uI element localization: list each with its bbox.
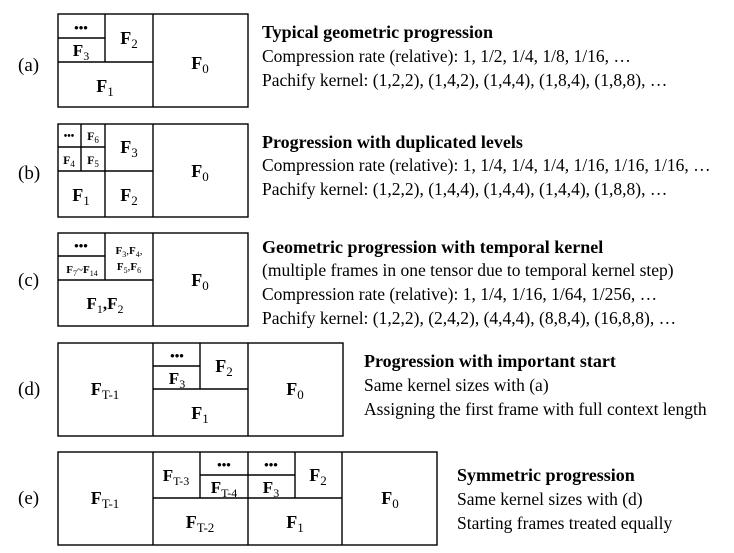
row-c-F3-F4: $F_3,F_4$,: [115, 245, 143, 259]
row-d-tag: (d): [18, 379, 41, 400]
row-d-diagram: [58, 343, 343, 436]
row-e-F1: $F_1$: [286, 512, 304, 535]
row-e-F2: $F_2$: [309, 465, 327, 488]
row-c-line-3: Pachify kernel: (1,2,2), (2,4,2), (4,4,4), (8,8,4), (16,8,8), …: [262, 308, 677, 328]
row-c-title: Geometric progression with temporal kernel: [262, 237, 604, 257]
row-e-FT-2: $F_{T-2}$: [185, 512, 215, 535]
row-c-ellipsis: •••: [74, 238, 88, 253]
row-c-F5-F6: $F_5,F_6$: [116, 261, 142, 275]
row-c-tag: (c): [18, 270, 40, 291]
row-d-ellipsis: •••: [170, 348, 184, 363]
row-e-diagram: [58, 452, 437, 545]
row-e-ellipsis-left: •••: [217, 457, 231, 472]
row-b-line-1: Compression rate (relative): 1, 1/4, 1/4, 1/4, 1/16, 1/16, 1/16, …: [262, 155, 711, 175]
row-e-tag: (e): [18, 488, 40, 509]
row-a: [18, 14, 667, 107]
row-b-ellipsis: •••: [63, 131, 75, 142]
row-c-F0: $F_0$: [191, 270, 209, 293]
row-a-F0: $F_0$: [191, 53, 209, 76]
row-b-line-2: Pachify kernel: (1,2,2), (1,4,4), (1,4,4), (1,4,4), (1,8,8), …: [262, 179, 668, 199]
row-d-F1: $F_1$: [191, 403, 209, 426]
row-b-F3: $F_3$: [120, 137, 138, 160]
row-d-F0: $F_0$: [286, 379, 304, 402]
row-e-FT-3: $F_{T-3}$: [162, 466, 190, 488]
row-c-line-2: Compression rate (relative): 1, 1/4, 1/16, 1/64, 1/256, …: [262, 284, 658, 304]
row-b-diagram: [58, 124, 248, 217]
row-a-F3: $F_3$: [72, 41, 90, 63]
row-d-F2: $F_2$: [215, 356, 233, 379]
row-b-F0: $F_0$: [191, 161, 209, 184]
row-d-line-2: Assigning the first frame with full context length: [364, 399, 707, 419]
row-b-F2: $F_2$: [120, 185, 138, 208]
row-e: [18, 452, 673, 545]
row-d-line-1: Same kernel sizes with (a): [364, 375, 549, 395]
row-a-line-1: Compression rate (relative): 1, 1/2, 1/4, 1/8, 1/16, …: [262, 46, 631, 66]
row-c-diagram: [58, 233, 248, 326]
row-b-title: Progression with duplicated levels: [262, 132, 523, 152]
row-c-F1-F2: $F_1,F_2$: [86, 294, 124, 316]
row-b-F1: $F_1$: [72, 185, 90, 208]
row-e-ellipsis-right: •••: [264, 457, 278, 472]
row-c: [18, 233, 676, 328]
row-c-F7-F14: $F_7\sim F_{14}$: [66, 264, 98, 278]
row-a-diagram: [58, 14, 248, 107]
row-d-F3: $F_3$: [168, 369, 186, 391]
row-b: [18, 124, 711, 217]
row-a-tag: (a): [18, 55, 40, 76]
row-e-FT-4: $F_{T-4}$: [210, 478, 238, 500]
row-d: [18, 343, 707, 436]
row-e-F0: $F_0$: [381, 488, 399, 511]
row-b-F6: $F_6$: [87, 129, 99, 145]
row-c-line-1: (multiple frames in one tensor due to temporal kernel step): [262, 260, 674, 280]
row-a-line-2: Pachify kernel: (1,2,2), (1,4,2), (1,4,4), (1,8,4), (1,8,8), …: [262, 70, 668, 90]
row-b-tag: (b): [18, 163, 41, 184]
row-a-title: Typical geometric progression: [262, 22, 493, 42]
row-a-ellipsis: •••: [74, 20, 88, 35]
row-e-F3: $F_3$: [262, 478, 280, 500]
row-b-F5: $F_5$: [87, 153, 99, 169]
row-e-line-1: Same kernel sizes with (d): [457, 489, 643, 509]
row-a-F2: $F_2$: [120, 28, 138, 51]
row-e-FT-1: $F_{T-1}$: [90, 488, 120, 511]
row-d-title: Progression with important start: [364, 351, 616, 371]
row-a-F1: $F_1$: [96, 76, 114, 99]
row-e-title: Symmetric progression: [457, 465, 635, 485]
row-e-line-2: Starting frames treated equally: [457, 513, 673, 533]
row-b-F4: $F_4$: [63, 153, 75, 169]
row-d-FT-1: $F_{T-1}$: [90, 379, 120, 402]
